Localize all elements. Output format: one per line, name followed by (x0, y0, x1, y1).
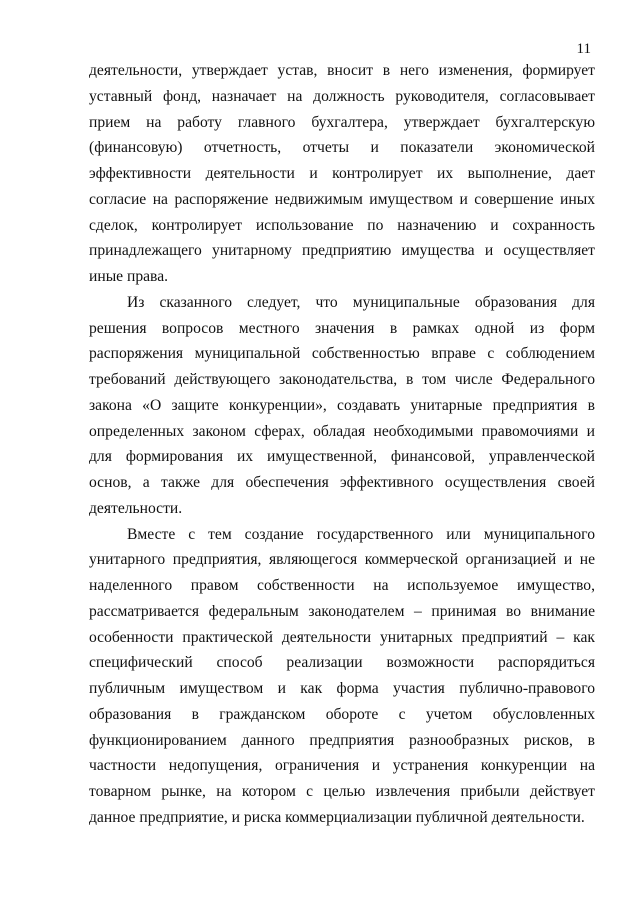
paragraph-line: (финансовую) отчетность, отчеты и показатели экономической (89, 139, 595, 157)
paragraph-line: прием на работу главного бухгалтера, утверждает бухгалтерскую (89, 113, 595, 131)
paragraph-line: наделенного правом собственности на используемое имущество, (89, 577, 595, 594)
paragraph-line: уставный фонд, назначает на должность руководителя, согласовывает (89, 87, 595, 105)
paragraph-line: функционированием данного предприятия разнообразных рисков, в (89, 731, 595, 749)
paragraph-last-line: деятельности. (89, 499, 183, 517)
paragraph-line: особенности практической деятельности унитарных предприятий – как (89, 628, 595, 646)
paragraph-first-line: Вместе с тем создание государственного или муниципального (127, 525, 595, 543)
paragraph-line: частности недопущения, ограничения и устранения конкуренции на (89, 757, 595, 775)
paragraph-last-line: данное предприятие, и риска коммерциализации публичной деятельности. (89, 808, 585, 826)
paragraph-line: рассматривается федеральным законодателем – принимая во внимание (89, 602, 595, 620)
paragraph-line: требований действующего законодательства, в том числе Федерального (89, 371, 595, 388)
paragraph-line: для формирования их имущественной, финансовой, управленческой (89, 448, 595, 466)
paragraph-line: определенных законом сферах, обладая необходимыми правомочиями и (89, 422, 595, 440)
paragraph-line: основ, а также для обеспечения эффективного осуществления своей (89, 474, 595, 491)
paragraph-line: деятельности, утверждает устав, вносит в него изменения, формирует (89, 62, 595, 79)
paragraph-line: образования в гражданском обороте с учетом обусловленных (89, 705, 595, 723)
paragraph-line: принадлежащего унитарному предприятию имущества и осуществляет (89, 242, 595, 260)
paragraph-first-line: Из сказанного следует, что муниципальные образования для (127, 293, 595, 311)
paragraph-last-line: иные права. (89, 268, 169, 285)
paragraph-1 (89, 58, 595, 290)
page-number: 11 (576, 41, 591, 57)
paragraph-line: решения вопросов местного значения в рамках одной из форм (89, 319, 595, 337)
paragraph-line: публичным имуществом и как форма участия публично-правового (89, 680, 595, 697)
paragraph-line: распоряжения муниципальной собственностью вправе с соблюдением (89, 345, 595, 363)
paragraph-line: закона «О защите конкуренции», создавать унитарные предприятия в (89, 396, 595, 414)
paragraph-line: товарном рынке, на котором с целью извлечения прибыли действует (89, 783, 595, 800)
paragraph-2 (89, 290, 595, 522)
paragraph-line: сделок, контролирует использование по назначению и сохранность (89, 216, 595, 234)
body-text (89, 58, 595, 831)
paragraph-line: унитарного предприятия, являющегося коммерческой организацией и не (89, 551, 595, 569)
paragraph-line: эффективности деятельности и контролирует их выполнение, дает (89, 165, 595, 182)
paragraph-line: специфический способ реализации возможности распорядиться (89, 654, 595, 672)
paragraph-line: согласие на распоряжение недвижимым имуществом и совершение иных (89, 190, 595, 208)
paragraph-3 (89, 522, 595, 831)
